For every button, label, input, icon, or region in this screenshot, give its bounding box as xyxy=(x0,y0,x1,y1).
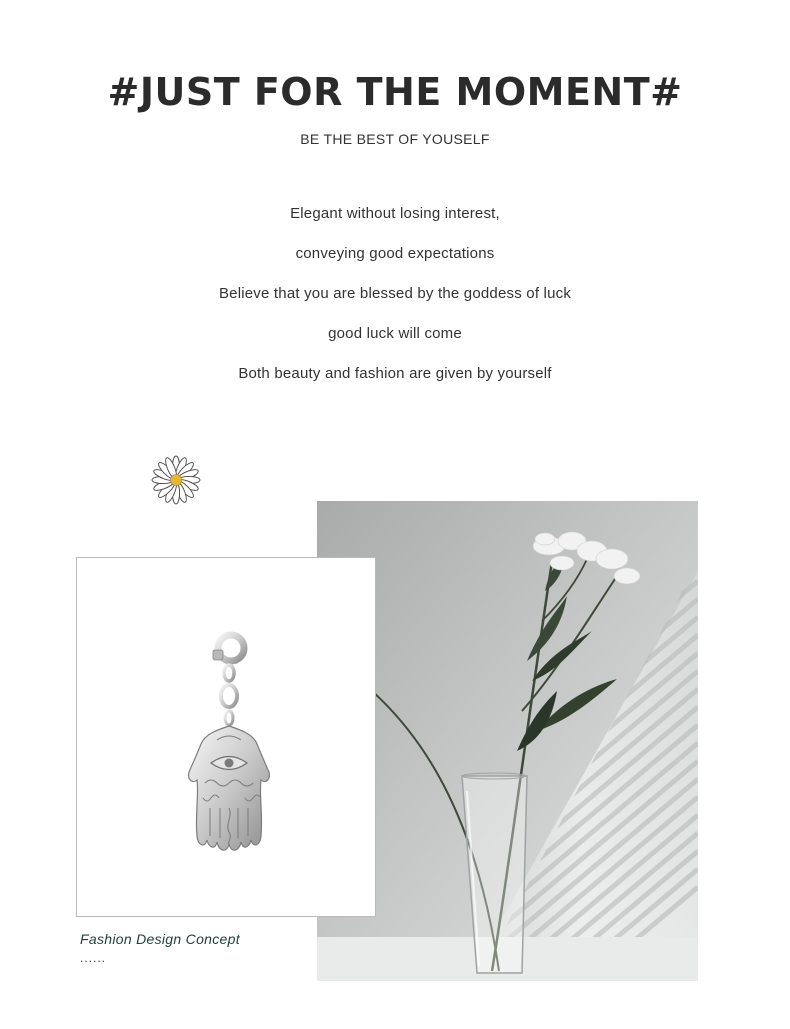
description-list xyxy=(0,200,790,400)
description-line: good luck will come xyxy=(328,325,462,342)
caption-text: Fashion Design Concept xyxy=(80,931,240,947)
product-card xyxy=(76,557,376,917)
description-line: Both beauty and fashion are given by yourself xyxy=(238,365,552,382)
page-title: #JUST FOR THE MOMENT# xyxy=(107,70,683,114)
caption-dots: ...... xyxy=(80,951,107,965)
page-subtitle: BE THE BEST OF YOUSELF xyxy=(300,131,490,147)
description-line: conveying good expectations xyxy=(295,245,495,262)
daisy-flower-icon xyxy=(146,450,206,510)
description-line: Elegant without losing interest, xyxy=(290,205,500,222)
hamsa-charm-image xyxy=(77,558,375,916)
description-line: Believe that you are blessed by the goddess of luck xyxy=(218,285,572,302)
